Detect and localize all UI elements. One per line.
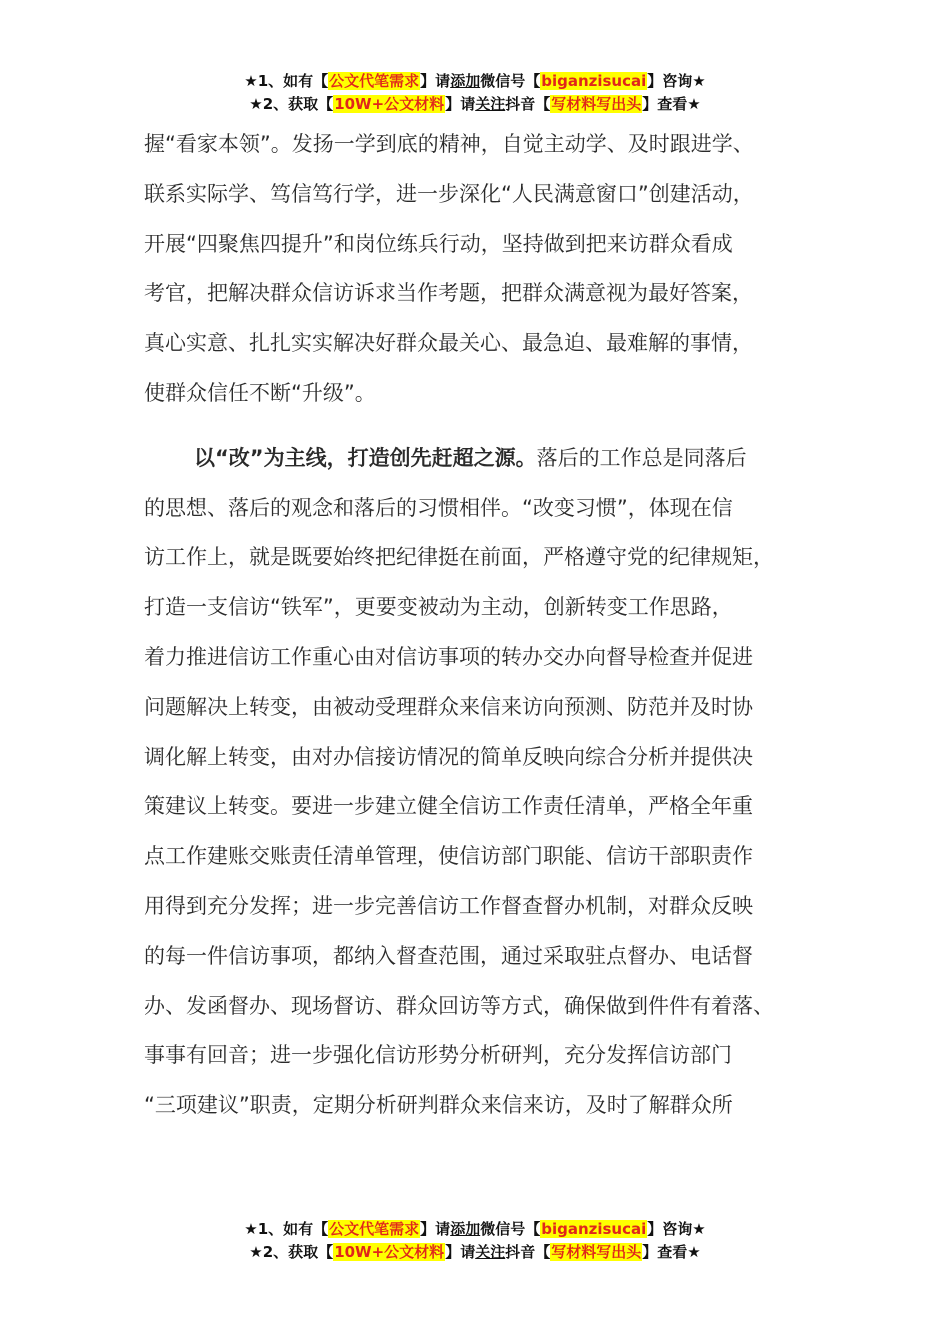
text-line: 真心实意、扎扎实实解决好群众最关心、最急迫、最难解的事情， xyxy=(144,331,753,356)
banner-line-2: ★2、获取【10W+公文材料】请关注抖音【写材料写出头】查看★ xyxy=(249,95,701,113)
highlight-wechat-id: biganzisucai xyxy=(541,1220,647,1238)
text-line: 用得到充分发挥；进一步完善信访工作督查督办机制，对群众反映 xyxy=(144,893,753,918)
text-line: 打造一支信访“铁军”，更要变被动为主动，创新转变工作思路， xyxy=(144,595,733,620)
text-line: 访工作上，就是既要始终把纪律挺在前面，严格遵守党的纪律规矩， xyxy=(144,545,774,570)
paragraph-heading: 以“改”为主线，打造创先赶超之源。 xyxy=(194,445,537,470)
highlight-douyin: 写材料写出头 xyxy=(551,1243,642,1261)
banner-line-2: ★2、获取【10W+公文材料】请关注抖音【写材料写出头】查看★ xyxy=(249,1243,701,1261)
document-body xyxy=(144,120,814,1131)
banner-line-1: ★1、如有【公文代笔需求】请添加微信号【biganzisucai】咨询★ xyxy=(244,72,706,90)
text-line: 调化解上转变，由对办信接访情况的简单反映向综合分析并提供决 xyxy=(144,744,753,769)
text-line: 问题解决上转变，由被动受理群众来信来访向预测、防范并及时协 xyxy=(144,694,753,719)
banner-line-1: ★1、如有【公文代笔需求】请添加微信号【biganzisucai】咨询★ xyxy=(244,1220,706,1238)
text-line: 点工作建账交账责任清单管理，使信访部门职能、信访干部职责作 xyxy=(144,844,753,869)
text-line: 开展“四聚焦四提升”和岗位练兵行动，坚持做到把来访群众看成 xyxy=(144,231,733,256)
highlight-materials: 10W+公文材料 xyxy=(334,95,445,113)
footer-banner xyxy=(0,1218,950,1264)
highlight-douyin: 写材料写出头 xyxy=(551,95,642,113)
text-line: 握“看家本领”。发扬一学到底的精神，自觉主动学、及时跟进学、 xyxy=(144,132,754,156)
highlight-materials: 10W+公文材料 xyxy=(334,1243,445,1261)
text-line: 策建议上转变。要进一步建立健全信访工作责任清单，严格全年重 xyxy=(144,794,753,819)
paragraph-1 xyxy=(144,120,814,419)
text-line: 联系实际学、笃信笃行学，进一步深化“人民满意窗口”创建活动， xyxy=(144,181,754,206)
text-line: 的每一件信访事项，都纳入督查范围，通过采取驻点督办、电话督 xyxy=(144,943,753,968)
text-line: 以“改”为主线，打造创先赶超之源。落后的工作总是同落后 xyxy=(194,445,747,470)
highlight-wechat-id: biganzisucai xyxy=(541,72,647,90)
text-line: 办、发函督办、现场督访、群众回访等方式，确保做到件件有着落、 xyxy=(144,993,774,1018)
highlight-service: 公文代笔需求 xyxy=(329,1220,420,1238)
paragraph-2 xyxy=(144,434,814,1131)
text-line: 使群众信任不断“升级”。 xyxy=(144,380,376,405)
text-line: “三项建议”职责，定期分析研判群众来信来访，及时了解群众所 xyxy=(144,1093,733,1118)
paragraph-gap xyxy=(144,419,814,434)
text-line: 事事有回音；进一步强化信访形势分析研判，充分发挥信访部门 xyxy=(144,1043,732,1068)
highlight-service: 公文代笔需求 xyxy=(329,72,420,90)
header-banner xyxy=(0,70,950,116)
text-line: 的思想、落后的观念和落后的习惯相伴。“改变习惯”，体现在信 xyxy=(144,495,733,520)
text-line: 着力推进信访工作重心由对信访事项的转办交办向督导检查并促进 xyxy=(144,644,753,669)
text-line: 考官，把解决群众信访诉求当作考题，把群众满意视为最好答案， xyxy=(144,281,753,306)
